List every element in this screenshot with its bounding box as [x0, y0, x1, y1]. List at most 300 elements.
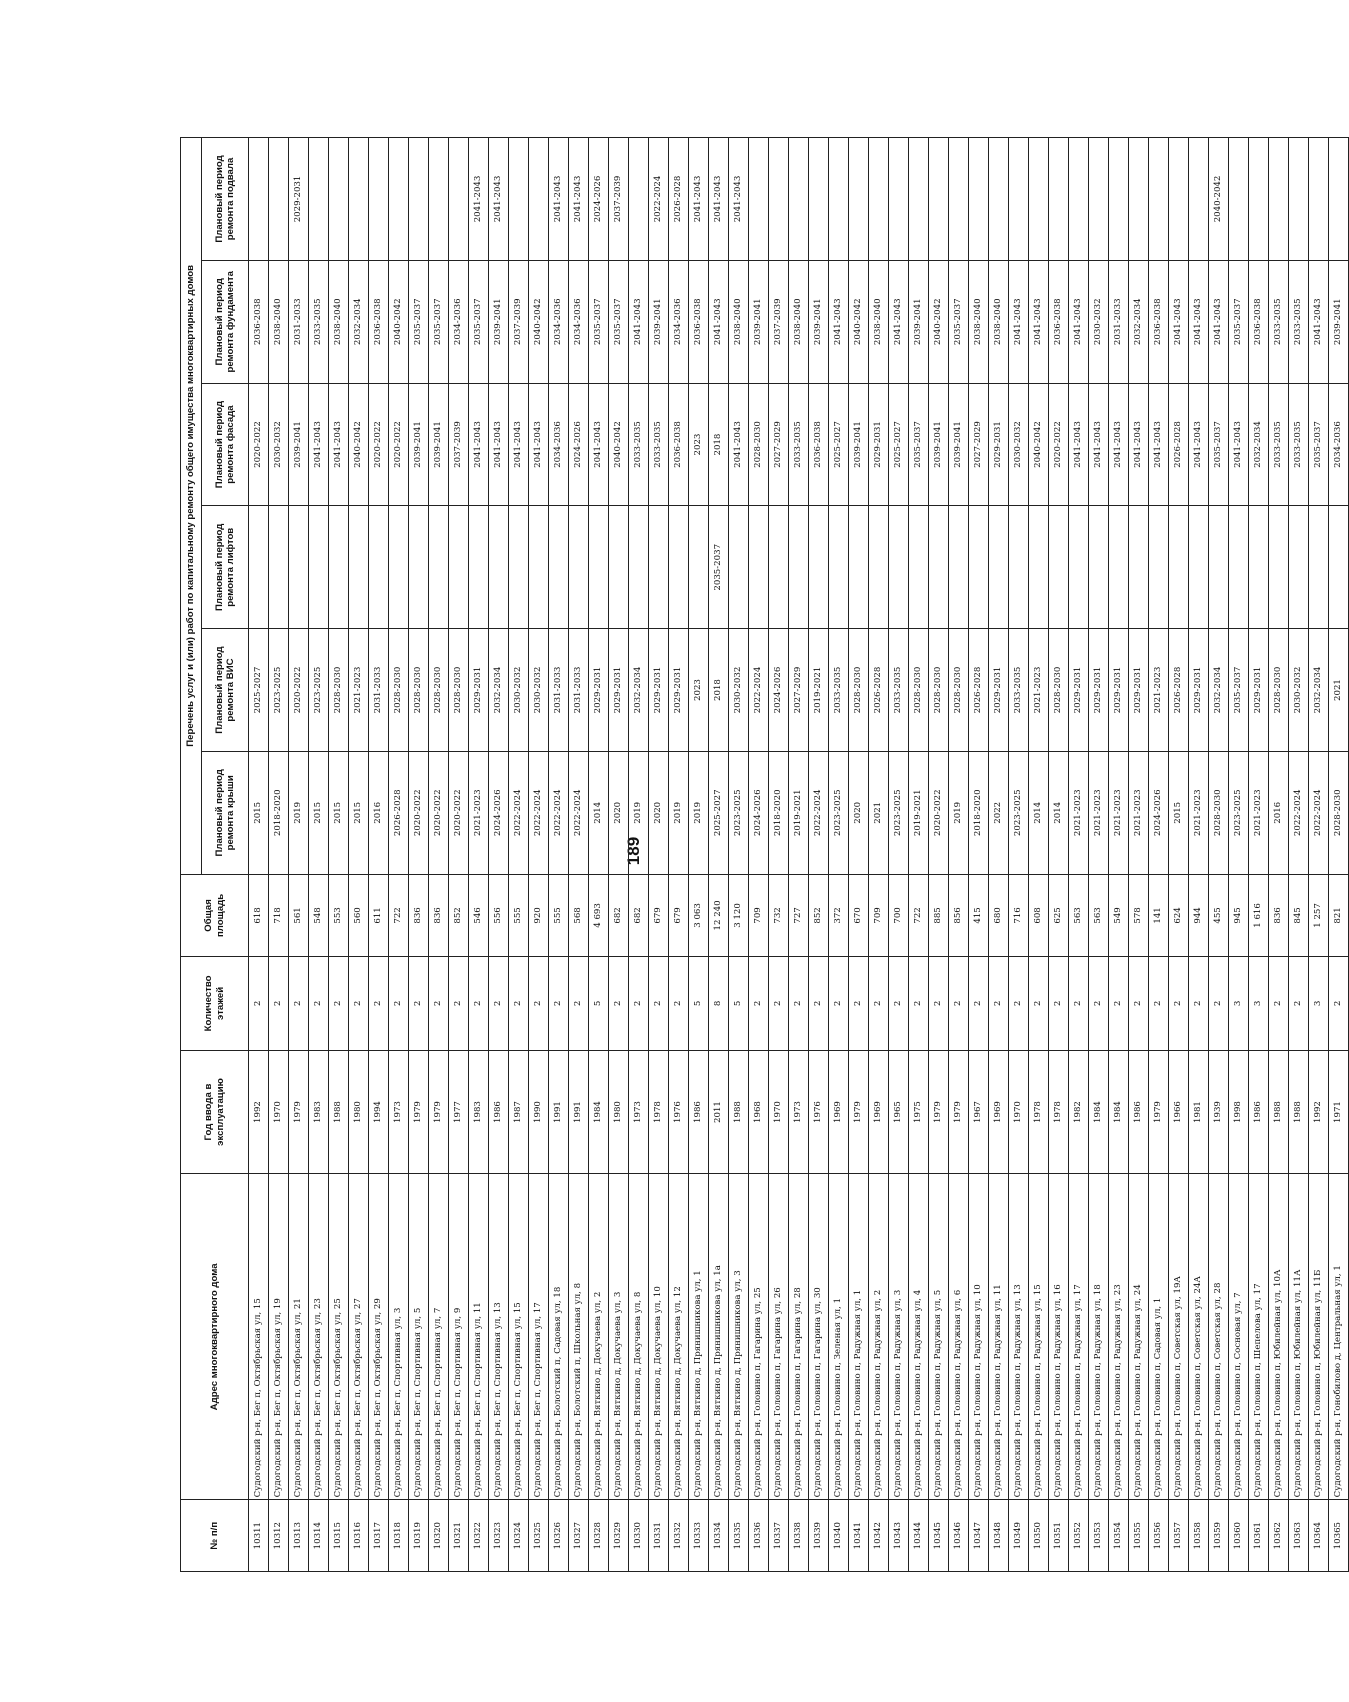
cell-foundation: 2035-2037: [469, 260, 489, 383]
cell-num: 10323: [489, 1500, 509, 1572]
cell-floors: 2: [829, 957, 849, 1050]
cell-basement: [889, 138, 909, 261]
cell-area: 611: [369, 874, 389, 957]
cell-facade: 2029-2031: [989, 383, 1009, 506]
cell-basement: [949, 138, 969, 261]
cell-year: 1988: [329, 1050, 349, 1174]
cell-roof: 2020: [849, 751, 869, 874]
cell-basement: [1169, 138, 1189, 261]
cell-address: Судогодский р-н, Головино п, Радужная ул, 2: [869, 1174, 889, 1500]
cell-floors: 2: [449, 957, 469, 1050]
cell-floors: 2: [569, 957, 589, 1050]
cell-foundation: 2035-2037: [949, 260, 969, 383]
cell-num: 10317: [369, 1500, 389, 1572]
cell-vis: 2031-2033: [569, 629, 589, 752]
cell-basement: [909, 138, 929, 261]
cell-floors: 2: [1069, 957, 1089, 1050]
cell-facade: 2041-2043: [309, 383, 329, 506]
cell-facade: 2023: [689, 383, 709, 506]
cell-year: 1979: [949, 1050, 969, 1174]
cell-roof: 2023-2025: [829, 751, 849, 874]
cell-year: 1990: [529, 1050, 549, 1174]
cell-roof: 2021-2023: [1129, 751, 1149, 874]
cell-foundation: 2039-2041: [1329, 260, 1349, 383]
cell-address: Судогодский р-н, Бег п, Спортивная ул, 17: [529, 1174, 549, 1500]
cell-year: 1973: [629, 1050, 649, 1174]
cell-address: Судогодский р-н, Бег п, Спортивная ул, 7: [429, 1174, 449, 1500]
table-row: [1229, 138, 1249, 1572]
cell-basement: [629, 138, 649, 261]
cell-area: 856: [949, 874, 969, 957]
cell-floors: 2: [369, 957, 389, 1050]
cell-basement: [389, 138, 409, 261]
cell-basement: [509, 138, 529, 261]
cell-address: Судогодский р-н, Бег п, Спортивная ул, 9: [449, 1174, 469, 1500]
cell-basement: [789, 138, 809, 261]
cell-address: Судогодский р-н, Головино п, Садовая ул, 1: [1149, 1174, 1169, 1500]
cell-area: 556: [489, 874, 509, 957]
cell-area: 3 063: [689, 874, 709, 957]
cell-lifts: [1289, 506, 1309, 629]
cell-foundation: 2041-2043: [1189, 260, 1209, 383]
cell-roof: 2021-2023: [1249, 751, 1269, 874]
cell-roof: 2019: [669, 751, 689, 874]
cell-area: 455: [1209, 874, 1229, 957]
cell-roof: 2014: [589, 751, 609, 874]
cell-vis: 2029-2031: [1129, 629, 1149, 752]
cell-foundation: 2041-2043: [1009, 260, 1029, 383]
cell-basement: [349, 138, 369, 261]
cell-num: 10341: [849, 1500, 869, 1572]
cell-foundation: 2039-2041: [649, 260, 669, 383]
cell-year: 1979: [1149, 1050, 1169, 1174]
cell-vis: 2029-2031: [589, 629, 609, 752]
cell-basement: [969, 138, 989, 261]
cell-roof: 2028-2030: [1209, 751, 1229, 874]
cell-area: 716: [1009, 874, 1029, 957]
cell-area: 722: [389, 874, 409, 957]
cell-address: Судогодский р-н, Вяткино д, Докучаева ул, 3: [609, 1174, 629, 1500]
cell-area: 555: [549, 874, 569, 957]
cell-roof: 2019-2021: [789, 751, 809, 874]
cell-address: Судогодский р-н, Вяткино д, Докучаева ул, 12: [669, 1174, 689, 1500]
table-row: [1289, 138, 1309, 1572]
cell-address: Судогодский р-н, Головино п, Советская ул, 24А: [1189, 1174, 1209, 1500]
cell-year: 1992: [249, 1050, 269, 1174]
cell-foundation: 2038-2040: [729, 260, 749, 383]
cell-num: 10346: [949, 1500, 969, 1572]
cell-foundation: 2038-2040: [969, 260, 989, 383]
table-row: [589, 138, 609, 1572]
cell-lifts: [889, 506, 909, 629]
cell-lifts: [1269, 506, 1289, 629]
table-row: [929, 138, 949, 1572]
cell-year: 1978: [1029, 1050, 1049, 1174]
cell-roof: 2023-2025: [729, 751, 749, 874]
cell-floors: 2: [389, 957, 409, 1050]
cell-basement: [1109, 138, 1129, 261]
cell-lifts: [1309, 506, 1329, 629]
cell-floors: 2: [529, 957, 549, 1050]
header-basement: Плановый период ремонта подвала: [202, 138, 249, 261]
cell-year: 1968: [749, 1050, 769, 1174]
cell-floors: 2: [489, 957, 509, 1050]
cell-lifts: [989, 506, 1009, 629]
cell-foundation: 2032-2034: [1129, 260, 1149, 383]
cell-facade: 2041-2043: [589, 383, 609, 506]
cell-vis: 2030-2032: [729, 629, 749, 752]
cell-address: Судогодский р-н, Головино п, Советская ул, 28: [1209, 1174, 1229, 1500]
cell-address: Судогодский р-н, Болотский п, Школьная ул, 8: [569, 1174, 589, 1500]
cell-foundation: 2039-2041: [749, 260, 769, 383]
cell-num: 10357: [1169, 1500, 1189, 1572]
cell-roof: 2016: [369, 751, 389, 874]
table-row: [1249, 138, 1269, 1572]
cell-floors: 2: [1209, 957, 1229, 1050]
cell-lifts: [909, 506, 929, 629]
cell-num: 10336: [749, 1500, 769, 1572]
cell-area: 3 120: [729, 874, 749, 957]
cell-vis: 2029-2031: [1109, 629, 1129, 752]
cell-address: Судогодский р-н, Головино п, Шепелова ул, 17: [1249, 1174, 1269, 1500]
cell-roof: 2022: [989, 751, 1009, 874]
cell-vis: 2030-2032: [1289, 629, 1309, 752]
cell-facade: 2020-2022: [1049, 383, 1069, 506]
cell-foundation: 2036-2038: [369, 260, 389, 383]
cell-lifts: [329, 506, 349, 629]
cell-num: 10332: [669, 1500, 689, 1572]
cell-floors: 2: [929, 957, 949, 1050]
cell-lifts: [389, 506, 409, 629]
cell-vis: 2021-2023: [1149, 629, 1169, 752]
cell-foundation: 2036-2038: [1149, 260, 1169, 383]
cell-lifts: [309, 506, 329, 629]
cell-year: 1939: [1209, 1050, 1229, 1174]
cell-vis: 2029-2031: [469, 629, 489, 752]
cell-floors: 2: [869, 957, 889, 1050]
cell-roof: 2023-2025: [1229, 751, 1249, 874]
cell-foundation: 2038-2040: [789, 260, 809, 383]
cell-year: 1986: [489, 1050, 509, 1174]
header-vis: Плановый период ремонта ВИС: [202, 629, 249, 752]
cell-num: 10337: [769, 1500, 789, 1572]
cell-address: Судогодский р-н, Головино п, Радужная ул, 1: [849, 1174, 869, 1500]
cell-year: 1970: [1009, 1050, 1029, 1174]
table-row: [549, 138, 569, 1572]
cell-lifts: [409, 506, 429, 629]
cell-facade: 2039-2041: [849, 383, 869, 506]
cell-floors: 2: [849, 957, 869, 1050]
cell-address: Судогодский р-н, Головино п, Гагарина ул, 25: [749, 1174, 769, 1500]
cell-floors: 2: [309, 957, 329, 1050]
cell-area: 845: [1289, 874, 1309, 957]
cell-vis: 2032-2034: [489, 629, 509, 752]
cell-vis: 2025-2027: [249, 629, 269, 752]
cell-lifts: [269, 506, 289, 629]
cell-roof: 2021-2023: [469, 751, 489, 874]
cell-basement: [1309, 138, 1329, 261]
cell-address: Судогодский р-н, Головино п, Радужная ул, 4: [909, 1174, 929, 1500]
cell-facade: 2036-2038: [669, 383, 689, 506]
cell-floors: 2: [329, 957, 349, 1050]
cell-vis: 2019-2021: [809, 629, 829, 752]
cell-vis: 2027-2029: [789, 629, 809, 752]
cell-foundation: 2036-2038: [1049, 260, 1069, 383]
cell-num: 10359: [1209, 1500, 1229, 1572]
cell-area: 555: [509, 874, 529, 957]
cell-basement: [869, 138, 889, 261]
cell-foundation: 2035-2037: [429, 260, 449, 383]
header-area: Общая площадь: [181, 874, 249, 957]
cell-vis: 2028-2030: [429, 629, 449, 752]
cell-roof: 2022-2024: [809, 751, 829, 874]
cell-vis: 2035-2037: [1229, 629, 1249, 752]
table-row: [869, 138, 889, 1572]
header-roof: Плановый период ремонта крыши: [202, 751, 249, 874]
cell-num: 10356: [1149, 1500, 1169, 1572]
cell-year: 1987: [509, 1050, 529, 1174]
cell-lifts: [809, 506, 829, 629]
cell-vis: 2029-2031: [1249, 629, 1269, 752]
table-row: [289, 138, 309, 1572]
cell-address: Судогодский р-н, Головино п, Радужная ул, 18: [1089, 1174, 1109, 1500]
cell-floors: 2: [1149, 957, 1169, 1050]
cell-foundation: 2036-2038: [1249, 260, 1269, 383]
cell-facade: 2035-2037: [1309, 383, 1329, 506]
cell-floors: 2: [609, 957, 629, 1050]
cell-vis: 2026-2028: [969, 629, 989, 752]
cell-foundation: 2033-2035: [309, 260, 329, 383]
cell-facade: 2039-2041: [949, 383, 969, 506]
cell-address: Судогодский р-н, Бег п, Спортивная ул, 15: [509, 1174, 529, 1500]
cell-num: 10363: [1289, 1500, 1309, 1572]
cell-year: 1983: [309, 1050, 329, 1174]
cell-address: Судогодский р-н, Вяткино д, Прянишникова ул, 1а: [709, 1174, 729, 1500]
cell-basement: [449, 138, 469, 261]
cell-lifts: [1209, 506, 1229, 629]
cell-facade: 2026-2028: [1169, 383, 1189, 506]
cell-year: 1988: [729, 1050, 749, 1174]
cell-foundation: 2031-2033: [289, 260, 309, 383]
cell-num: 10331: [649, 1500, 669, 1572]
cell-lifts: [829, 506, 849, 629]
table-row: [329, 138, 349, 1572]
cell-num: 10349: [1009, 1500, 1029, 1572]
cell-facade: 2041-2043: [1149, 383, 1169, 506]
cell-area: 553: [329, 874, 349, 957]
cell-area: 920: [529, 874, 549, 957]
cell-num: 10345: [929, 1500, 949, 1572]
cell-floors: 2: [549, 957, 569, 1050]
cell-vis: 2033-2035: [829, 629, 849, 752]
cell-facade: 2041-2043: [1129, 383, 1149, 506]
table-row: [1009, 138, 1029, 1572]
table-row: [1169, 138, 1189, 1572]
table-row: [689, 138, 709, 1572]
cell-year: 1984: [1089, 1050, 1109, 1174]
cell-lifts: [1009, 506, 1029, 629]
cell-basement: 2041-2043: [709, 138, 729, 261]
cell-num: 10330: [629, 1500, 649, 1572]
cell-num: 10358: [1189, 1500, 1209, 1572]
cell-year: 1988: [1269, 1050, 1289, 1174]
cell-lifts: [669, 506, 689, 629]
cell-num: 10311: [249, 1500, 269, 1572]
cell-vis: 2023-2025: [309, 629, 329, 752]
cell-roof: 2018-2020: [769, 751, 789, 874]
cell-address: Судогодский р-н, Головино п, Радужная ул, 5: [929, 1174, 949, 1500]
cell-num: 10342: [869, 1500, 889, 1572]
table-row: [889, 138, 909, 1572]
cell-foundation: 2034-2036: [549, 260, 569, 383]
table-row: [1129, 138, 1149, 1572]
cell-facade: 2036-2038: [809, 383, 829, 506]
cell-address: Судогодский р-н, Головино п, Сосновая ул, 7: [1229, 1174, 1249, 1500]
cell-facade: 2039-2041: [429, 383, 449, 506]
cell-vis: 2028-2030: [329, 629, 349, 752]
cell-roof: 2023-2025: [889, 751, 909, 874]
cell-vis: 2032-2034: [1309, 629, 1329, 752]
page-number: 189: [624, 836, 643, 866]
cell-year: 1969: [869, 1050, 889, 1174]
cell-facade: 2032-2034: [1249, 383, 1269, 506]
cell-num: 10312: [269, 1500, 289, 1572]
table-row: [969, 138, 989, 1572]
table-row: [769, 138, 789, 1572]
table-row: [1029, 138, 1049, 1572]
table-row: [429, 138, 449, 1572]
cell-num: 10343: [889, 1500, 909, 1572]
cell-vis: 2029-2031: [609, 629, 629, 752]
table-row: [1309, 138, 1329, 1572]
cell-roof: 2024-2026: [1149, 751, 1169, 874]
cell-year: 2011: [709, 1050, 729, 1174]
cell-vis: 2031-2033: [549, 629, 569, 752]
cell-foundation: 2041-2043: [1209, 260, 1229, 383]
cell-area: 141: [1149, 874, 1169, 957]
table-row: [529, 138, 549, 1572]
cell-area: 1 257: [1309, 874, 1329, 957]
cell-roof: 2020: [609, 751, 629, 874]
cell-area: 618: [249, 874, 269, 957]
cell-vis: 2026-2028: [869, 629, 889, 752]
cell-foundation: 2033-2035: [1289, 260, 1309, 383]
cell-vis: 2029-2031: [649, 629, 669, 752]
cell-floors: 2: [1089, 957, 1109, 1050]
cell-area: 732: [769, 874, 789, 957]
table-row: [729, 138, 749, 1572]
cell-area: 718: [269, 874, 289, 957]
cell-basement: 2026-2028: [669, 138, 689, 261]
cell-year: 1994: [369, 1050, 389, 1174]
cell-address: Судогодский р-н, Вяткино д, Докучаева ул, 10: [649, 1174, 669, 1500]
cell-floors: 2: [249, 957, 269, 1050]
cell-vis: 2021-2023: [1029, 629, 1049, 752]
cell-address: Судогодский р-н, Вяткино д, Прянишникова ул, 1: [689, 1174, 709, 1500]
cell-vis: 2028-2030: [929, 629, 949, 752]
cell-basement: 2041-2043: [569, 138, 589, 261]
cell-year: 1969: [829, 1050, 849, 1174]
cell-floors: 8: [709, 957, 729, 1050]
table-row: [249, 138, 269, 1572]
cell-year: 1978: [649, 1050, 669, 1174]
cell-foundation: 2041-2043: [889, 260, 909, 383]
cell-address: Судогодский р-н, Головино п, Радужная ул, 11: [989, 1174, 1009, 1500]
cell-lifts: [1249, 506, 1269, 629]
cell-num: 10355: [1129, 1500, 1149, 1572]
cell-vis: 2026-2028: [1169, 629, 1189, 752]
cell-vis: 2028-2030: [409, 629, 429, 752]
cell-address: Судогодский р-н, Головино п, Юбилейная ул, 10А: [1269, 1174, 1289, 1500]
cell-facade: 2027-2029: [969, 383, 989, 506]
cell-lifts: [469, 506, 489, 629]
cell-floors: 2: [669, 957, 689, 1050]
cell-num: 10320: [429, 1500, 449, 1572]
cell-vis: 2028-2030: [1269, 629, 1289, 752]
table-row: [269, 138, 289, 1572]
cell-basement: [1069, 138, 1089, 261]
cell-vis: 2021-2023: [349, 629, 369, 752]
cell-facade: 2033-2035: [629, 383, 649, 506]
cell-roof: 2022-2024: [549, 751, 569, 874]
header-year: Год ввода в эксплуатацию: [181, 1050, 249, 1174]
cell-facade: 2040-2042: [1029, 383, 1049, 506]
cell-basement: 2041-2043: [489, 138, 509, 261]
cell-basement: 2037-2039: [609, 138, 629, 261]
cell-area: 836: [409, 874, 429, 957]
cell-basement: [1129, 138, 1149, 261]
cell-facade: 2030-2032: [1009, 383, 1029, 506]
cell-vis: 2029-2031: [989, 629, 1009, 752]
cell-floors: 2: [649, 957, 669, 1050]
table-row: [489, 138, 509, 1572]
table-row: [1109, 138, 1129, 1572]
header-floors: Количество этажей: [181, 957, 249, 1050]
cell-lifts: [749, 506, 769, 629]
cell-basement: [269, 138, 289, 261]
cell-basement: 2029-2031: [289, 138, 309, 261]
cell-vis: 2031-2033: [369, 629, 389, 752]
cell-year: 1978: [1049, 1050, 1069, 1174]
cell-roof: 2020-2022: [449, 751, 469, 874]
cell-num: 10328: [589, 1500, 609, 1572]
cell-foundation: 2041-2043: [829, 260, 849, 383]
cell-basement: [1009, 138, 1029, 261]
cell-basement: 2022-2024: [649, 138, 669, 261]
cell-address: Судогодский р-н, Головино п, Радужная ул, 17: [1069, 1174, 1089, 1500]
cell-vis: 2028-2030: [909, 629, 929, 752]
table-row: [849, 138, 869, 1572]
table-row: [509, 138, 529, 1572]
cell-year: 1986: [1249, 1050, 1269, 1174]
cell-lifts: [729, 506, 749, 629]
cell-roof: 2020-2022: [409, 751, 429, 874]
cell-address: Судогодский р-н, Головино п, Гагарина ул, 30: [809, 1174, 829, 1500]
cell-facade: 2025-2027: [889, 383, 909, 506]
cell-address: Судогодский р-н, Головино п, Гагарина ул, 26: [769, 1174, 789, 1500]
cell-basement: [1289, 138, 1309, 261]
cell-roof: 2015: [1169, 751, 1189, 874]
cell-address: Судогодский р-н, Головино п, Радужная ул, 23: [1109, 1174, 1129, 1500]
cell-address: Судогодский р-н, Бег п, Октябрьская ул, 21: [289, 1174, 309, 1500]
cell-facade: 2040-2042: [609, 383, 629, 506]
cell-floors: 2: [949, 957, 969, 1050]
cell-area: 680: [989, 874, 1009, 957]
cell-facade: 2020-2022: [249, 383, 269, 506]
cell-address: Судогодский р-н, Гонобилово д, Центральная ул, 1: [1329, 1174, 1349, 1500]
cell-vis: 2028-2030: [949, 629, 969, 752]
cell-num: 10325: [529, 1500, 549, 1572]
